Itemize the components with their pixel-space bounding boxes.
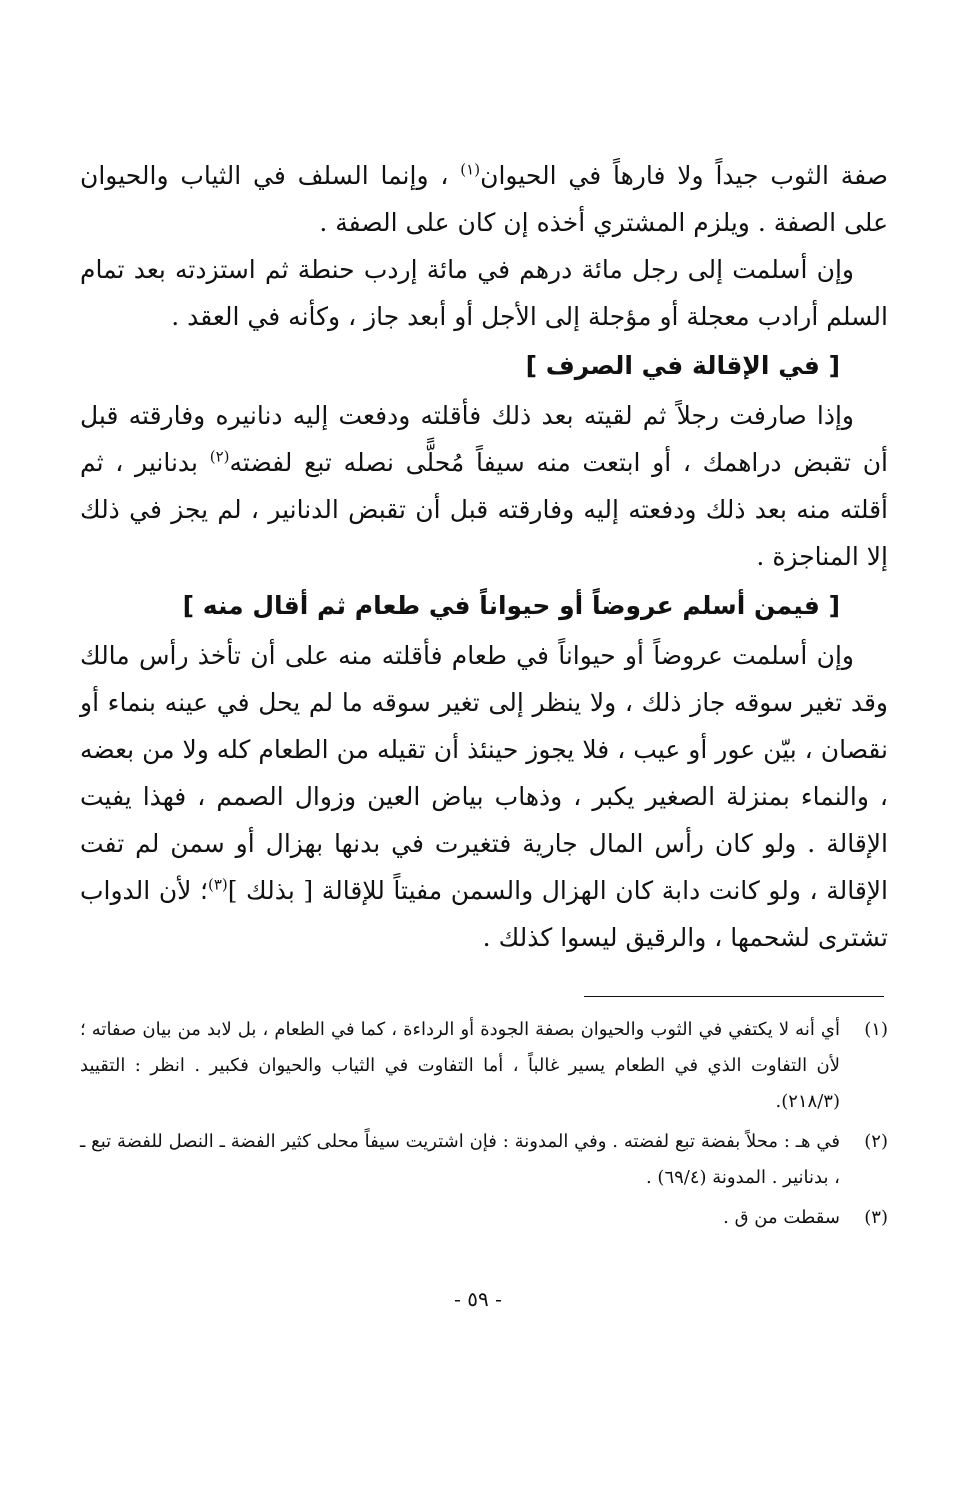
paragraph-4-text-b: ؛ لأن الدواب تشترى لشحمها ، والرقيق ليسوا كذلك .	[80, 876, 888, 952]
paragraph-2	[80, 246, 888, 340]
footnote-ref-3[interactable]: (٣)	[207, 875, 228, 894]
section-heading-2: [ فيمن أسلم عروضاً أو حيواناً في طعام ثم أقال منه ]	[182, 591, 840, 620]
paragraph-3	[80, 392, 888, 580]
paragraph-3-text-b: بدنانير ، ثم أقلته منه بعد ذلك ودفعته إليه وفارقته قبل أن تقبض الدنانير ، لم يجز في ذلك إلا المناجزة .	[80, 448, 888, 571]
footnote-number: (٣)	[864, 1207, 888, 1228]
footnote-1	[80, 1012, 888, 1120]
footnote-text: في هـ : محلاً بفضة تبع لفضته . وفي المدونة : فإن اشتريت سيفاً محلى كثير الفضة ـ النصل للفضة تبع ـ ، بدنانير . المدونة (٦٩/٤) .	[80, 1131, 840, 1188]
section-heading-1: [ في الإقالة في الصرف ]	[525, 351, 840, 380]
footnote-text: أي أنه لا يكتفي في الثوب والحيوان بصفة الجودة أو الرداءة ، كما في الطعام ، بل لابد من بيان صفاته ؛ لأن التفاوت الذي في الطعام يسير غالباً ، أما التفاوت في الثياب والحيوان فكبير . انظر : التقييد (٢١٨/٣).	[80, 1019, 840, 1112]
paragraph-1-text-a: صفة الثوب جيداً ولا فارهاً في الحيوان	[480, 161, 889, 190]
footnote-number: (١)	[864, 1019, 888, 1040]
footnote-ref-2[interactable]: (٢)	[209, 447, 230, 466]
footnote-number: (٢)	[864, 1131, 888, 1152]
footnote-separator	[584, 996, 884, 997]
paragraph-1	[80, 152, 888, 246]
footnote-3	[80, 1200, 888, 1236]
paragraph-2-text: وإن أسلمت إلى رجل مائة درهم في مائة إردب حنطة ثم استزدته بعد تمام السلم أرادب معجلة أو مؤجلة إلى الأجل أو أبعد جاز ، وكأنه في العقد .	[80, 255, 888, 331]
footnotes	[80, 1012, 888, 1240]
footnote-2	[80, 1124, 888, 1196]
page-number: - ٥٩ -	[454, 1287, 502, 1311]
main-text	[80, 152, 888, 961]
paragraph-1-text-b: ، وإنما السلف في الثياب والحيوان على الصفة . ويلزم المشتري أخذه إن كان على الصفة .	[80, 161, 888, 237]
footnote-ref-1[interactable]: (١)	[460, 160, 481, 179]
paragraph-4	[80, 632, 888, 961]
paragraph-3-text-a: وإذا صارفت رجلاً ثم لقيته بعد ذلك فأقلته ودفعت إليه دنانيره وفارقته قبل أن تقبض دراهمك ، أو ابتعت منه سيفاً مُحلًّى نصله تبع لفضته	[80, 401, 888, 477]
paragraph-4-text-a: وإن أسلمت عروضاً أو حيواناً في طعام فأقلته منه على أن تأخذ رأس مالك وقد تغير سوقه جاز ذلك ، ولا ينظر إلى تغير سوقه ما لم يحل في عينه بنماء أو نقصان ، بيّن عور أو عيب ، فلا يجوز حينئذ أن تقيله من الطعام كله ولا من بعضه ، والنماء بمنزلة الصغير يكبر ، وذهاب بياض العين وزوال الصمم ، فهذا يفيت الإقالة . ولو كان رأس المال جارية فتغيرت في بدنها بهزال أو سمن لم تفت الإقالة ، ولو كانت دابة كان الهزال والسمن مفيتاً للإقالة [ بذلك ]	[80, 641, 888, 905]
footnote-text: سقطت من ق .	[723, 1207, 840, 1228]
